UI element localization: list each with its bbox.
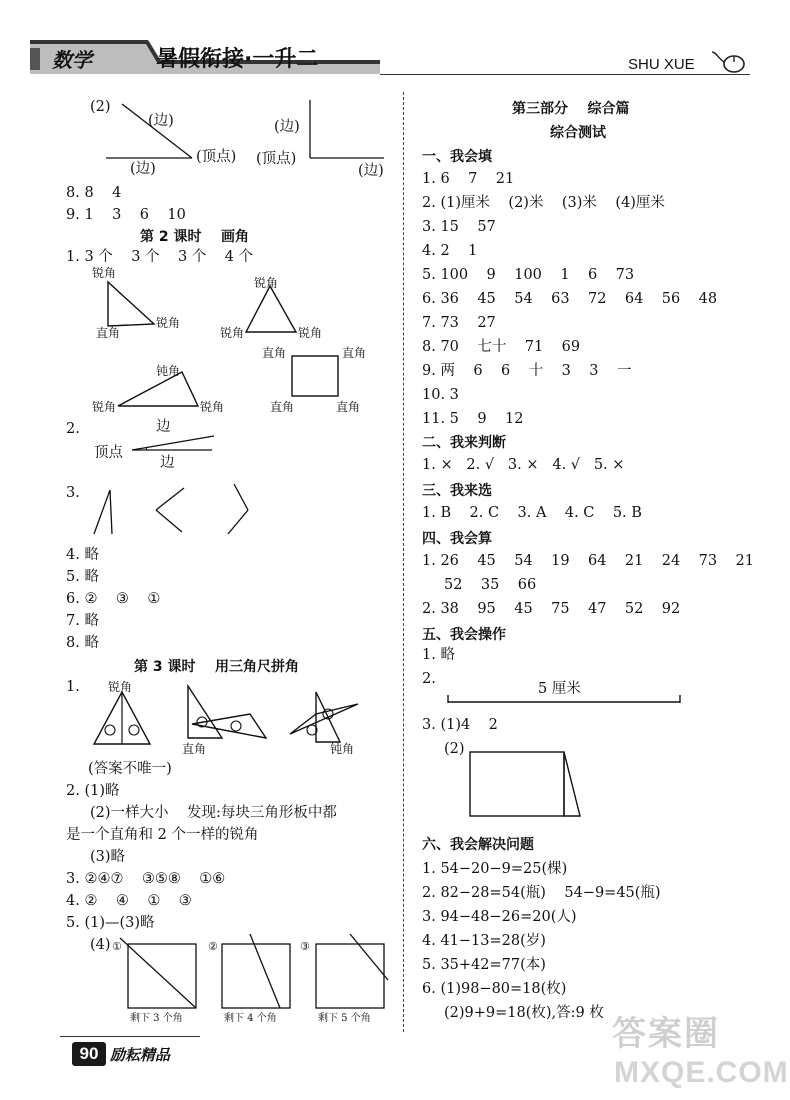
section-5-heading: 五、我会操作 [422, 627, 506, 643]
watermark-url: MXQE.COM [614, 1056, 789, 1089]
fill-6: 6. 36 45 54 63 72 64 56 48 [422, 291, 718, 307]
lesson-2-answer-1: 1. 3 个 3 个 3 个 4 个 [66, 249, 254, 265]
vertex-label: 顶点 [94, 445, 123, 461]
acute-label: 锐角 [254, 276, 279, 290]
brand-label: 励耘精品 [110, 1046, 171, 1064]
acute-label: 锐角 [108, 680, 133, 694]
lesson-3-title: 第 3 课时 用三角尺拼角 [134, 659, 299, 675]
edge-label: (边) [148, 113, 174, 129]
vertex-label: (顶点) [256, 151, 297, 167]
watermark-logo: 答案圈 [612, 1014, 720, 1054]
remaining-4: 剩下 4 个角 [224, 1013, 277, 1024]
angle-drawings [90, 482, 260, 538]
right-label: 直角 [336, 400, 361, 414]
edge-label: 边 [160, 455, 175, 471]
cut-square-drawings [110, 934, 400, 1014]
acute-label: 锐角 [220, 326, 245, 340]
fill-1: 1. 6 7 21 [422, 171, 515, 187]
right-label: 直角 [342, 346, 367, 360]
lesson-2-answer-2: 2. [66, 421, 80, 437]
judge-answers: 1. × 2. √ 3. × 4. √ 5. × [422, 457, 625, 473]
fill-2: 2. (1)厘米 (2)米 (3)米 (4)厘米 [422, 195, 665, 211]
circled-one: ① [112, 940, 122, 953]
operate-2: 2. [422, 671, 436, 687]
subject-label: 数学 [52, 48, 92, 72]
lesson-3-answer-2: 2. (1)略 [66, 783, 120, 799]
fill-3: 3. 15 57 [422, 219, 496, 235]
lesson-2-answer-8: 8. 略 [66, 635, 99, 651]
operate-3-1: 3. (1)4 2 [422, 717, 498, 733]
acute-label: 锐角 [298, 326, 323, 340]
edge-label: (边) [358, 163, 384, 179]
lesson-3-answer-3: 3. ②④⑦ ③⑤⑧ ①⑥ [66, 871, 226, 887]
lesson-3-answer-1: 1. [66, 679, 80, 695]
header-rule [380, 74, 750, 75]
answer-9: 9. 1 3 6 10 [66, 207, 186, 223]
fill-11: 11. 5 9 12 [422, 411, 524, 427]
column-divider [403, 92, 404, 1032]
acute-label: 锐角 [156, 316, 181, 330]
part-title: 第三部分 综合篇 [512, 101, 630, 117]
remaining-5: 剩下 5 个角 [318, 1013, 371, 1024]
obtuse-label: 钝角 [330, 742, 355, 756]
section-4-heading: 四、我会算 [422, 531, 492, 547]
answer-8: 8. 8 4 [66, 185, 122, 201]
problem-2: 2. 82−28=54(瓶) 54−9=45(瓶) [422, 885, 661, 901]
calc-1: 1. 26 45 54 19 64 21 24 73 21 [422, 553, 754, 569]
fill-8: 8. 70 七十 71 69 [422, 339, 581, 355]
section-6-heading: 六、我会解决问题 [422, 837, 534, 853]
lesson-2-answer-7: 7. 略 [66, 613, 99, 629]
circled-two: ② [208, 940, 218, 953]
page-number: 90 [72, 1042, 106, 1066]
section-3-heading: 三、我来选 [422, 483, 492, 499]
right-label: 直角 [262, 346, 287, 360]
acute-label: 锐角 [200, 400, 225, 414]
section-1-heading: 一、我会填 [422, 149, 492, 165]
acute-label: 锐角 [92, 266, 117, 280]
operate-1: 1. 略 [422, 647, 455, 663]
lesson-2-answer-5: 5. 略 [66, 569, 99, 585]
problem-4: 4. 41−13=28(岁) [422, 933, 546, 949]
problem-1: 1. 54−20−9=25(棵) [422, 861, 568, 877]
lesson-2-answer-3: 3. [66, 485, 80, 501]
calc-2: 2. 38 95 45 75 47 52 92 [422, 601, 681, 617]
answer-note: (答案不唯一) [88, 761, 172, 777]
lesson-3-answer-4: 4. ② ④ ① ③ [66, 893, 192, 909]
fill-5: 5. 100 9 100 1 6 73 [422, 267, 635, 283]
test-title: 综合测试 [550, 125, 606, 141]
problem-6-1: 6. (1)98−80=18(枚) [422, 981, 567, 997]
lesson-3-answer-2-2-cont: 是一个直角和 2 个一样的锐角 [66, 827, 259, 843]
problem-6-2: (2)9+9=18(枚),答:9 枚 [444, 1005, 604, 1021]
remaining-3: 剩下 3 个角 [130, 1013, 183, 1024]
section-2-heading: 二、我来判断 [422, 435, 506, 451]
fill-10: 10. 3 [422, 387, 459, 403]
acute-label: 锐角 [92, 400, 117, 414]
edge-label: 边 [156, 419, 171, 435]
lesson-3-answer-2-3: (3)略 [90, 849, 126, 865]
edge-label: (边) [130, 161, 156, 177]
obtuse-label: 钝角 [156, 364, 181, 378]
right-label: 直角 [270, 400, 295, 414]
fill-9: 9. 两 6 6 十 3 3 一 [422, 363, 632, 379]
cut-rectangle-drawing [468, 748, 588, 820]
right-label: 直角 [182, 742, 207, 756]
edge-label: (边) [274, 119, 300, 135]
lesson-2-answer-4: 4. 略 [66, 547, 99, 563]
vertex-label: (顶点) [196, 149, 237, 165]
lesson-3-answer-5-4: (4) [90, 937, 111, 953]
segment-length: 5 厘米 [538, 681, 581, 697]
calc-1-cont: 52 35 66 [444, 577, 537, 593]
operate-3-2: (2) [444, 741, 465, 757]
lesson-2-title: 第 2 课时 画角 [140, 229, 249, 245]
mouse-icon [712, 48, 748, 76]
fill-7: 7. 73 27 [422, 315, 496, 331]
lesson-2-answer-6: 6. ② ③ ① [66, 591, 161, 607]
subject-pinyin: SHU XUE [628, 56, 695, 73]
problem-3: 3. 94−48−26=20(人) [422, 909, 577, 925]
choice-answers: 1. B 2. C 3. A 4. C 5. B [422, 505, 642, 521]
lesson-3-answer-2-2: (2)一样大小 发现:每块三角形板中都 [90, 805, 337, 821]
problem-5: 5. 35+42=77(本) [422, 957, 546, 973]
line-segment [444, 694, 684, 708]
footer-rule [60, 1036, 200, 1037]
fill-4: 4. 2 1 [422, 243, 478, 259]
lesson-3-answer-5: 5. (1)—(3)略 [66, 915, 155, 931]
book-title: 暑假衔接·一升二 [156, 47, 319, 72]
circled-three: ③ [300, 940, 310, 953]
right-label: 直角 [96, 326, 121, 340]
angle-item-label: (2) [90, 99, 111, 115]
